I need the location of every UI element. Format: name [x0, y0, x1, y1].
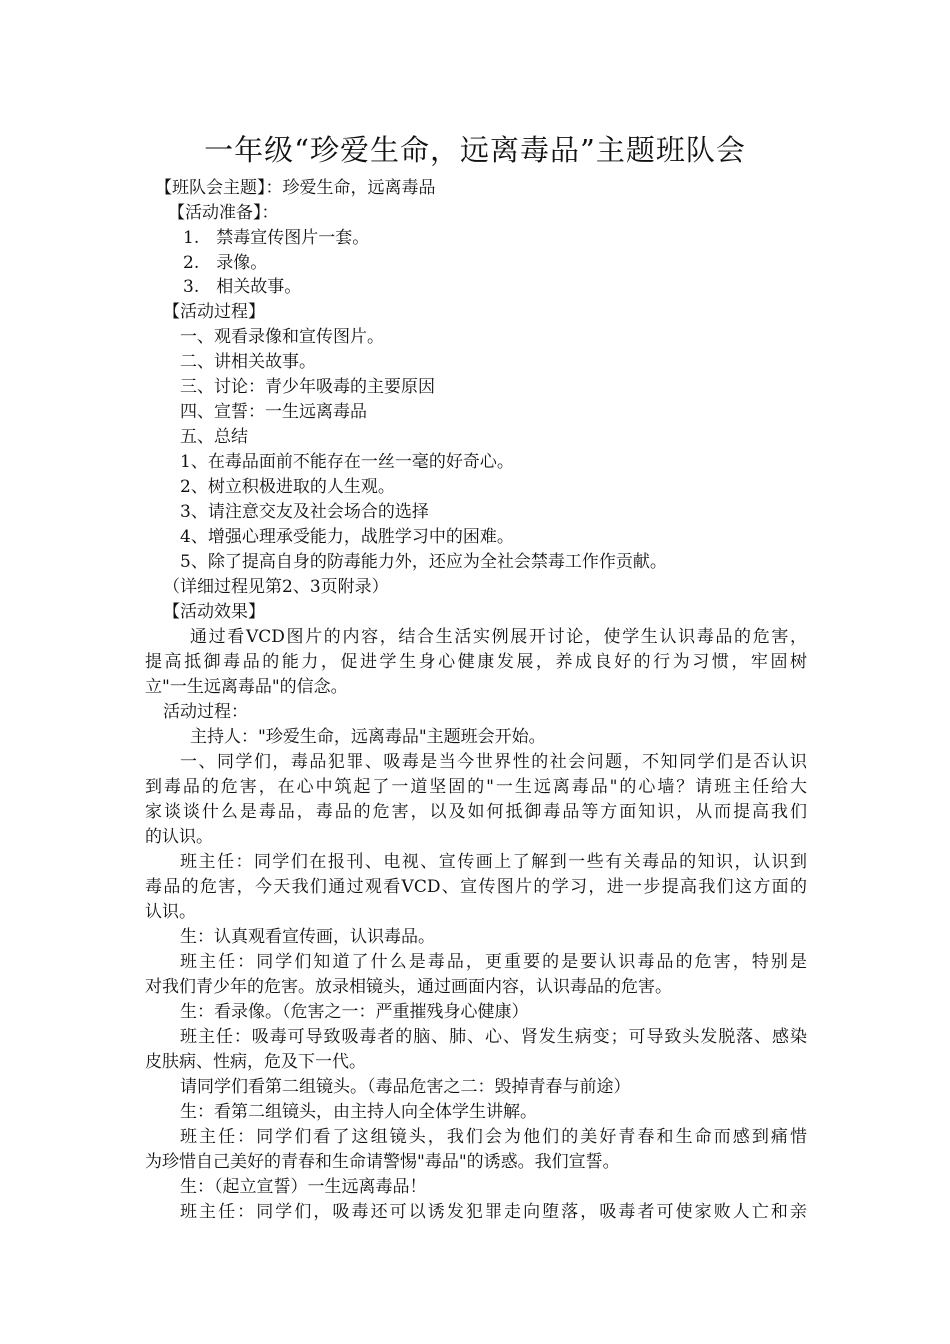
body-line: 生：（起立宣誓）一生远离毒品！ [180, 1177, 427, 1197]
summary-item: 5、除了提高自身的防毒能力外，还应为全社会禁毒工作作贡献。 [180, 552, 667, 572]
page-title: 一年级“珍爱生命，远离毒品”主题班队会 [204, 133, 746, 167]
process-label: 活动过程： [163, 702, 248, 722]
body-line: 班主任：同学们知道了什么是毒品，更重要的是要认识毒品的危害，特别是 [180, 952, 807, 972]
body-line: 班主任：同学们，吸毒还可以诱发犯罪走向堕落，吸毒者可使家败人亡和亲 [180, 1202, 807, 1222]
effect-paragraph-line: 立"一生远离毒品"的信念。 [145, 677, 348, 697]
summary-item: 1、在毒品面前不能存在一丝一毫的好奇心。 [180, 452, 514, 472]
summary-item: 2、树立积极进取的人生观。 [180, 477, 395, 497]
process-heading: 【活动过程】 [163, 302, 265, 322]
process-step: 二、讲相关故事。 [180, 352, 316, 372]
body-line: 家谈谈什么是毒品，毒品的危害，以及如何抵御毒品等方面知识，从而提高我们 [145, 802, 807, 822]
prep-item: 3. 相关故事。 [183, 277, 302, 297]
process-step: 三、讨论：青少年吸毒的主要原因 [180, 377, 435, 397]
body-line: 班主任：同学们在报刊、电视、宣传画上了解到一些有关毒品的知识，认识到 [180, 852, 807, 872]
effect-paragraph-line: 通过看VCD图片的内容，结合生活实例展开讨论，使学生认识毒品的危害， [190, 627, 807, 647]
body-line: 认识。 [145, 902, 196, 922]
detail-note: （详细过程见第2、3页附录） [163, 577, 389, 597]
body-line: 毒品的危害，今天我们通过观看VCD、宣传图片的学习，进一步提高我们这方面的 [145, 877, 807, 897]
effect-heading: 【活动效果】 [163, 602, 265, 622]
body-line: 到毒品的危害，在心中筑起了一道坚固的"一生远离毒品"的心墙？请班主任给大 [145, 777, 807, 797]
prep-item: 1. 禁毒宣传图片一套。 [183, 228, 370, 248]
summary-item: 4、增强心理承受能力，战胜学习中的困难。 [180, 527, 514, 547]
body-line: 生：看第二组镜头，由主持人向全体学生讲解。 [180, 1102, 537, 1122]
body-line: 生：认真观看宣传画，认识毒品。 [180, 927, 435, 947]
body-line: 主持人："珍爱生命，远离毒品"主题班会开始。 [190, 727, 546, 747]
body-line: 为珍惜自己美好的青春和生命请警惕"毒品"的诱惑。我们宣誓。 [145, 1152, 620, 1172]
body-line: 请同学们看第二组镜头。（毒品危害之二：毁掉青春与前途） [180, 1077, 631, 1097]
body-line: 的认识。 [145, 827, 213, 847]
body-line: 一、同学们，毒品犯罪、吸毒是当今世界性的社会问题，不知同学们是否认识 [180, 752, 807, 772]
theme-line: 【班队会主题】：珍爱生命，远离毒品 [155, 178, 436, 198]
process-step: 一、观看录像和宣传图片。 [180, 327, 384, 347]
summary-item: 3、请注意交友及社会场合的选择 [180, 502, 429, 522]
body-line: 皮肤病、性病，危及下一代。 [145, 1052, 366, 1072]
body-line: 对我们青少年的危害。放录相镜头，通过画面内容，认识毒品的危害。 [145, 977, 672, 997]
body-line: 班主任：同学们看了这组镜头，我们会为他们的美好青春和生命而感到痛惜 [180, 1127, 807, 1147]
prep-item: 2. 录像。 [183, 253, 268, 273]
effect-paragraph-line: 提高抵御毒品的能力，促进学生身心健康发展，养成良好的行为习惯，牢固树 [145, 652, 807, 672]
body-line: 班主任：吸毒可导致吸毒者的脑、肺、心、肾发生病变；可导致头发脱落、感染 [180, 1027, 807, 1047]
prep-heading: 【活动准备】： [168, 203, 279, 223]
body-line: 生：看录像。（危害之一：严重摧残身心健康） [180, 1002, 529, 1022]
process-step: 四、宣誓：一生远离毒品 [180, 402, 367, 422]
process-step: 五、总结 [180, 427, 248, 447]
